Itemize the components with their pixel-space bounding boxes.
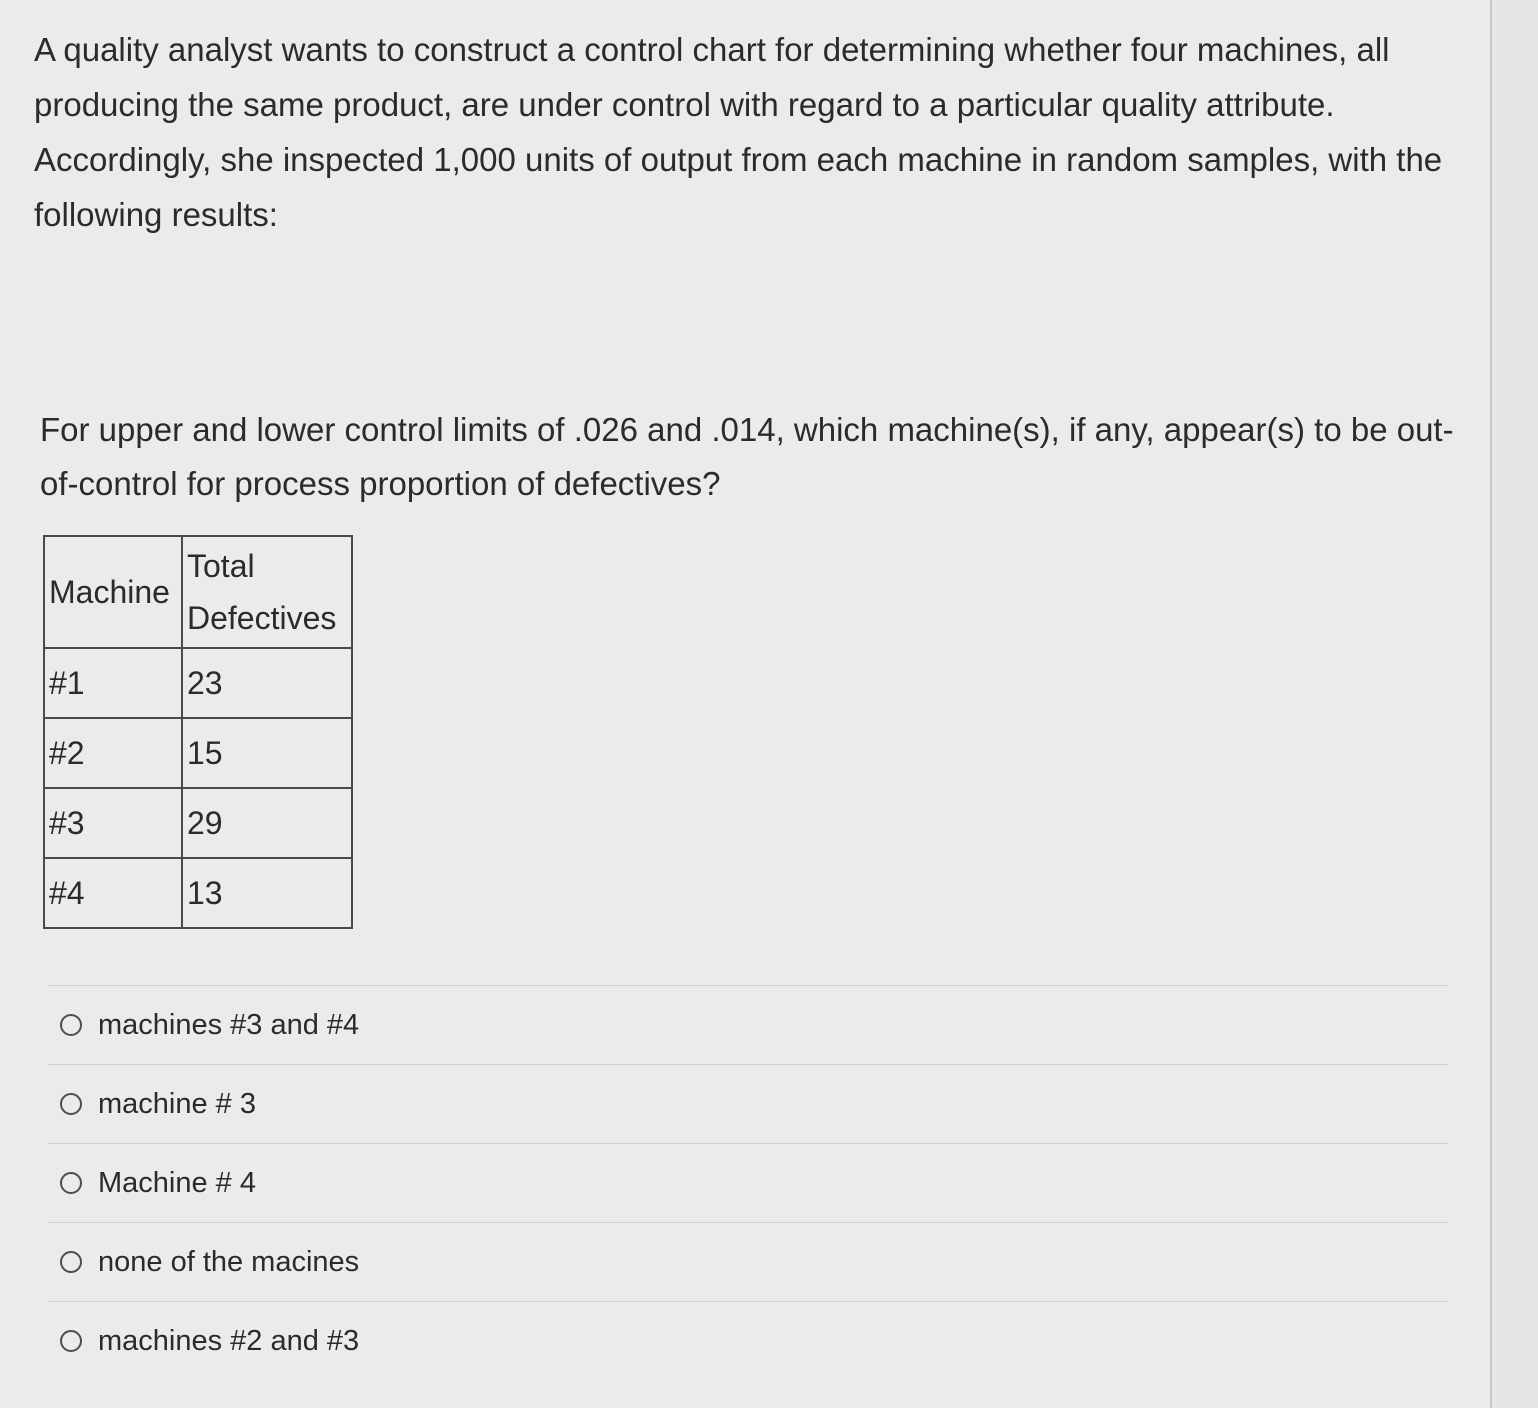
defects-table [43, 535, 353, 929]
answer-label[interactable]: none of the macines [98, 1245, 360, 1278]
radio-button-icon[interactable] [60, 1251, 82, 1273]
answer-label[interactable]: machines #2 and #3 [98, 1324, 360, 1357]
table-row [44, 788, 352, 858]
machine-cell: #1 [44, 648, 182, 718]
defectives-cell: 15 [182, 718, 352, 788]
answer-option-3[interactable] [48, 1143, 1448, 1222]
answer-option-4[interactable] [48, 1222, 1448, 1301]
answer-options [48, 985, 1448, 1380]
question-intro-text: A quality analyst wants to construct a control chart for determining whether four machines, all producing the same product, are under control with regard to a particular quality attribute. Accordingly, she inspected 1,000 units of output from each machine in random samples, with the following results: [34, 31, 1443, 233]
machine-cell: #2 [44, 718, 182, 788]
answer-option-5[interactable] [48, 1301, 1448, 1380]
radio-button-icon[interactable] [60, 1014, 82, 1036]
table-row [44, 858, 352, 928]
answer-option-2[interactable] [48, 1064, 1448, 1143]
answer-label[interactable]: machines #3 and #4 [98, 1008, 360, 1041]
table-row [44, 718, 352, 788]
defectives-cell: 29 [182, 788, 352, 858]
machine-cell: #3 [44, 788, 182, 858]
table-header-row [44, 536, 352, 648]
question-prompt-text: For upper and lower control limits of .026 and .014, which machine(s), if any, appear(s) to be out-of-control for process proportion of defectives? [40, 411, 1454, 502]
answer-label[interactable]: machine # 3 [98, 1087, 256, 1120]
column-header-total-defectives: Total Defectives [182, 536, 352, 648]
answer-option-1[interactable] [48, 985, 1448, 1064]
machine-cell: #4 [44, 858, 182, 928]
defectives-cell: 23 [182, 648, 352, 718]
radio-button-icon[interactable] [60, 1093, 82, 1115]
answer-label[interactable]: Machine # 4 [98, 1166, 256, 1199]
radio-button-icon[interactable] [60, 1330, 82, 1352]
defectives-cell: 13 [182, 858, 352, 928]
column-header-machine: Machine [44, 536, 182, 648]
table-row [44, 648, 352, 718]
radio-button-icon[interactable] [60, 1172, 82, 1194]
